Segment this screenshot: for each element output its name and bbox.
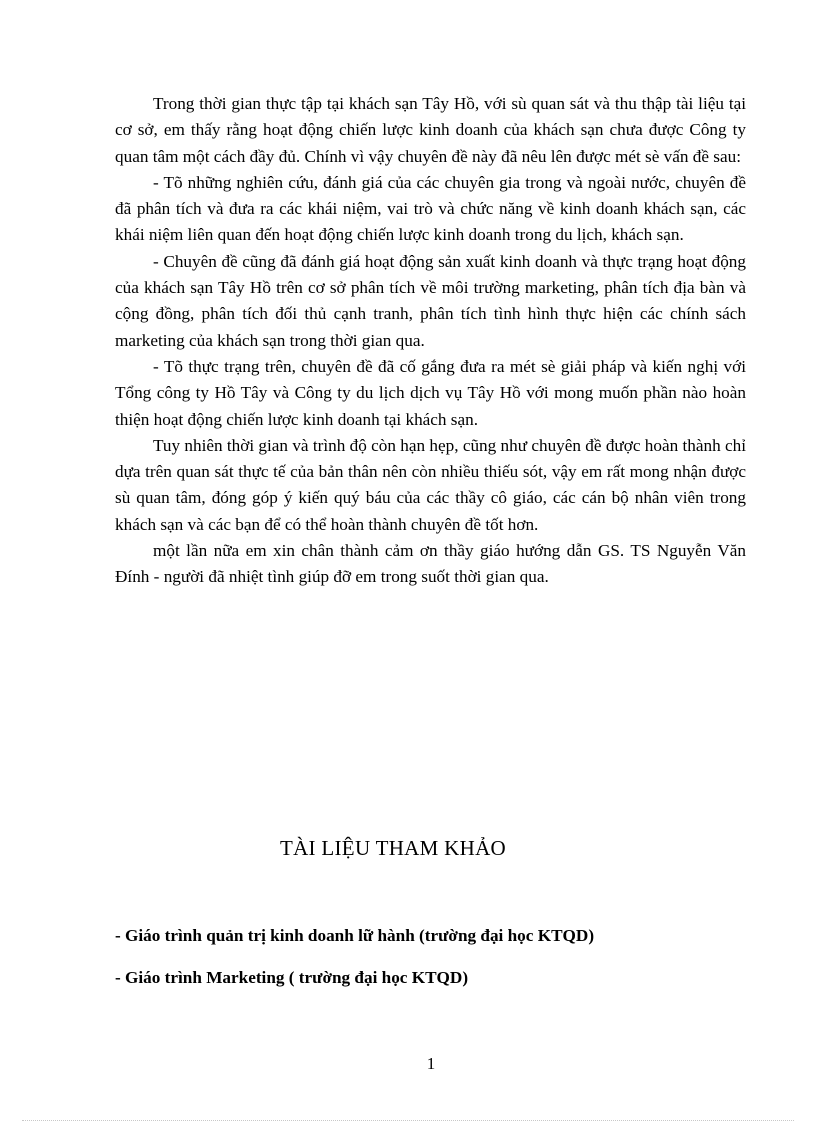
references-list <box>115 924 755 990</box>
conclusion-body <box>115 91 746 591</box>
paragraph-limitations: Tuy nhiên thời gian và trình độ còn hạn hẹp, cũng như chuyên đề được hoàn thành chỉ dựa trên quan sát thực tế của bản thân nên còn nhiều thiếu sót, vậy em rất mong nhận được sù quan tâm, đóng góp ý kiến quý báu của các thầy cô giáo, các cán bộ nhân viên trong khách sạn và các bạn để có thể hoàn thành chuyên đề tốt hơn. <box>115 435 746 534</box>
page-number: 1 <box>426 1054 436 1073</box>
paragraph-point-1: - Tõ những nghiên cứu, đánh giá của các chuyên gia trong và ngoài nước, chuyên đề đã phân tích và đưa ra các khái niệm, vai trò và chức năng về kinh doanh khách sạn, các khái niệm liên quan đến hoạt động chiến lược kinh doanh trong du lịch, khách sạn. <box>115 172 746 245</box>
paragraph-intro: Trong thời gian thực tập tại khách sạn Tây Hồ, với sù quan sát và thu thập tài liệu tại cơ sở, em thấy rằng hoạt động chiến lược kinh doanh của khách sạn chưa được Công ty quan tâm một cách đầy đủ. Chính vì vậy chuyên đề này đã nêu lên được mét sè vấn đề sau: <box>115 94 746 166</box>
reference-item: - Giáo trình Marketing ( trường đại học KTQD) <box>115 968 469 987</box>
references-heading: TÀI LIỆU THAM KHẢO <box>279 836 507 860</box>
paragraph-thanks: một lần nữa em xin chân thành cảm ơn thầy giáo hướng dẫn GS. TS Nguyễn Văn Đính - người đã nhiệt tình giúp đỡ em trong suốt thời gian qua. <box>115 541 746 587</box>
paragraph-point-3: - Tõ thực trạng trên, chuyên đề đã cố gắng đưa ra mét sè giải pháp và kiến nghị với Tổng công ty Hồ Tây và Công ty du lịch dịch vụ Tây Hồ với mong muốn phần nào hoàn thiện hoạt động chiến lược kinh doanh tại khách sạn. <box>115 356 746 429</box>
reference-item: - Giáo trình quản trị kinh doanh lữ hành (trường đại học KTQD) <box>115 926 595 945</box>
paragraph-point-2: - Chuyên đề cũng đã đánh giá hoạt động sản xuất kinh doanh và thực trạng hoạt động của khách sạn Tây Hồ trên cơ sở phân tích về môi trường marketing, phân tích địa bàn và cộng đồng, phân tích đối thủ cạnh tranh, phân tích tình hình thực hiện các chính sách marketing của khách sạn trong thời gian qua. <box>115 251 746 350</box>
footer-divider <box>22 1120 794 1121</box>
